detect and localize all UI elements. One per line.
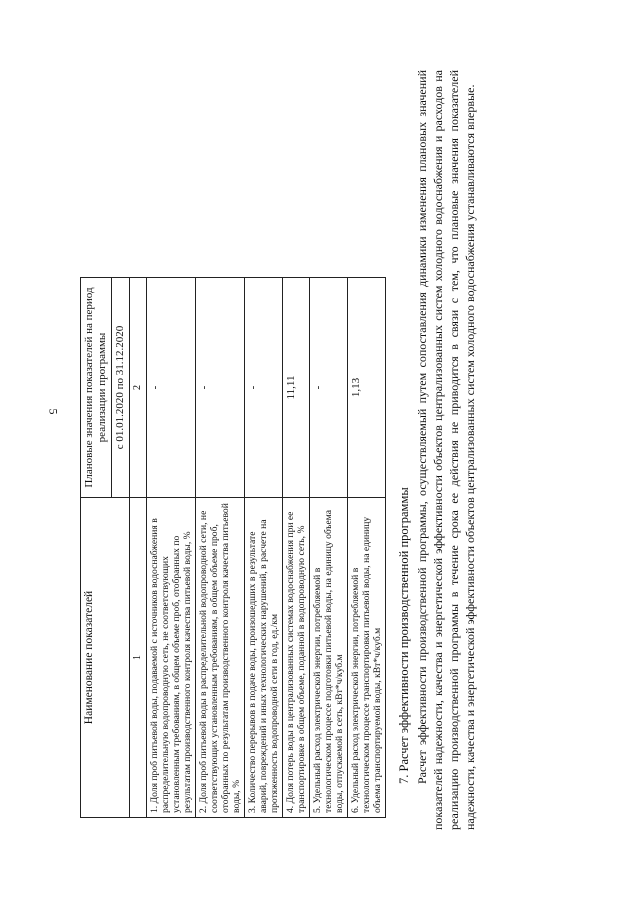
section-title: 7. Расчет эффективности производственной программы <box>397 487 412 784</box>
plan-period-header: с 01.01.2020 по 31.12.2020 <box>112 278 130 498</box>
indicator-name: 6. Удельный расход электрической энергии, потребляемой в технологическом процессе транспортировки питьевой воды, на единицу объема транспортируемой воды, кВт*ч/куб.м <box>348 498 386 818</box>
indicator-name: 2. Доля проб питьевой воды в распределительной водопроводной сети, не соответствующих установленным требованиям, в общем объеме проб, отобранных по результатам производственного контроля качества питьевой воды, % <box>195 498 244 818</box>
indicator-value: 1,13 <box>348 278 386 498</box>
table-row <box>309 278 347 818</box>
efficiency-section <box>396 70 478 830</box>
table-row <box>348 278 386 818</box>
rotated-page-content <box>80 70 600 830</box>
table-row <box>244 278 282 818</box>
indicator-value: 11,11 <box>282 278 309 498</box>
column-number-2: 2 <box>130 278 147 498</box>
table-row <box>282 278 309 818</box>
indicator-value: - <box>309 278 347 498</box>
indicator-value: - <box>244 278 282 498</box>
indicator-name: 3. Количество перерывов в подаче воды, произошедших в результате аварий, повреждений и иных технологических нарушений, в расчете на протяженность водопроводной сети в год, ед./км <box>244 498 282 818</box>
table-row <box>146 278 195 818</box>
indicator-value: - <box>146 278 195 498</box>
indicator-value: - <box>195 278 244 498</box>
column-number-row <box>130 278 147 818</box>
indicator-name: 1. Доля проб питьевой воды, подаваемой с источников водоснабжения в распределительную водопроводную сеть, не соответствующих установленным требованиям, в общем объеме проб, отобранных по результатам производственного контроля качества питьевой воды, % <box>146 498 195 818</box>
table-row <box>195 278 244 818</box>
section-paragraph: Расчет эффективности производственной программы, осуществляемый путем сопоставления динамики изменения плановых значений показателей надежности, качества и энергетической эффективности объектов централизованных систем холодного водоснабжения и расходов на реализацию производственной программы в течение срока ее действия не приводится в связи с тем, что плановые значения показателей надежности, качества и энергетической эффективности объектов централизованных систем холодного водоснабжения устанавливаются впервые. <box>414 70 478 830</box>
indicator-name-header: Наименование показателей <box>81 498 130 818</box>
indicator-name: 4. Доля потерь воды в централизованных системах водоснабжения при ее транспортировке в общем объеме, поданной в водопроводную сеть, % <box>282 498 309 818</box>
indicator-name: 5. Удельный расход электрической энергии, потребляемой в технологическом процессе подготовки питьевой воды, на единицу объема воды, отпускаемой в сеть, кВт*ч/куб.м <box>309 498 347 818</box>
column-number-1: 1 <box>130 498 147 818</box>
indicators-table <box>80 277 386 818</box>
page-number: 5 <box>46 408 61 415</box>
plan-values-header: Плановые значения показателей на период реализации программы <box>81 278 112 498</box>
